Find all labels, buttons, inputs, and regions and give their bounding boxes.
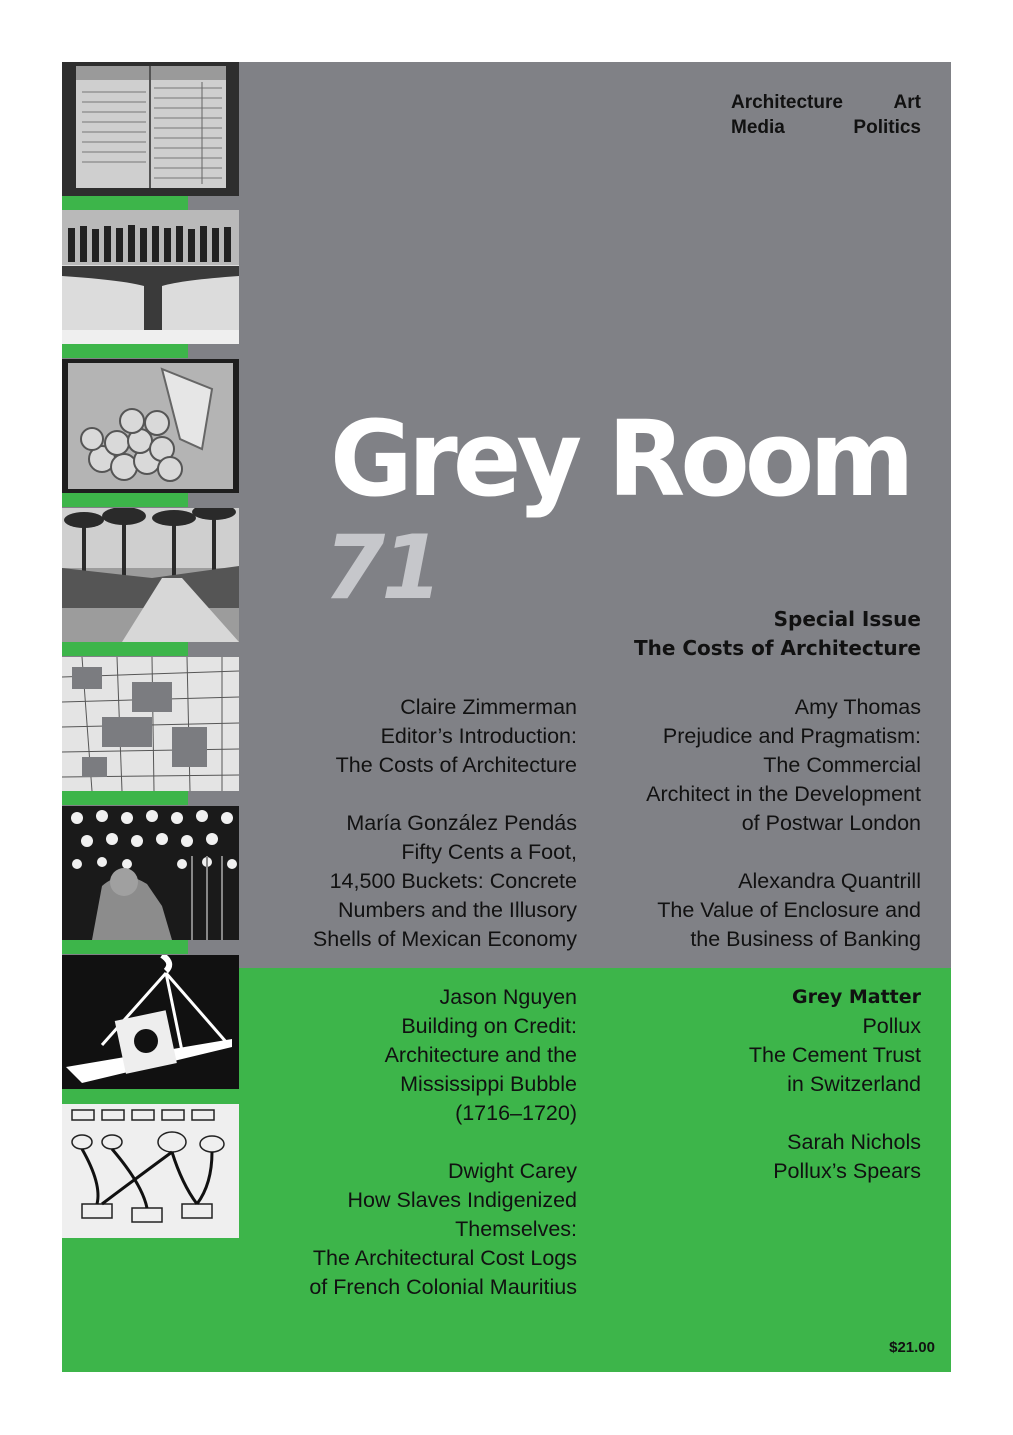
green-bar (62, 642, 188, 656)
magazine-title: Grey Room (330, 398, 910, 520)
article-author: Sarah Nichols (787, 1130, 921, 1154)
article-title-line: 14,500 Buckets: Concrete (329, 869, 577, 893)
article-author: Pollux (862, 1014, 921, 1038)
article-author: Dwight Carey (447, 1159, 577, 1183)
workers-on-slab-photo (62, 210, 239, 344)
article-author: María González Pendás (346, 811, 577, 835)
article-title-line: Prejudice and Pragmatism: (662, 724, 921, 748)
article-author: Amy Thomas (794, 695, 921, 719)
special-issue-theme: The Costs of Architecture (633, 636, 921, 660)
sections-row (731, 115, 921, 140)
article-author: Jason Nguyen (439, 985, 577, 1009)
issue-number: 71 (324, 516, 439, 619)
article-author: Claire Zimmerman (400, 695, 577, 719)
article-entry (309, 693, 577, 780)
article-title-line: Pollux’s Spears (773, 1159, 921, 1183)
article-title-line: of Postwar London (741, 811, 921, 835)
article-title-line: the Business of Banking (690, 927, 921, 951)
article-title-line: of French Colonial Mauritius (309, 1275, 577, 1299)
image-strip (62, 62, 239, 1237)
article-entry (309, 809, 577, 954)
sections-row (731, 90, 921, 115)
article-title-line: (1716–1720) (455, 1101, 577, 1125)
price-label: $21.00 (889, 1339, 935, 1356)
lamp-factory-photo (62, 806, 239, 940)
city-map-photo (62, 657, 239, 791)
section-label: Media (731, 117, 785, 138)
article-author: Alexandra Quantrill (738, 869, 921, 893)
article-title-line: Shells of Mexican Economy (312, 927, 577, 951)
article-entry (646, 693, 921, 838)
green-bar (62, 344, 188, 358)
contents-left-column (309, 693, 577, 1331)
article-title-line: How Slaves Indigenized (347, 1188, 577, 1212)
special-issue-label: Special Issue (773, 607, 921, 631)
article-title-line: in Switzerland (787, 1072, 921, 1096)
grey-matter-entry (646, 983, 921, 1099)
green-bar (62, 493, 188, 507)
article-title-line: Architect in the Development (646, 782, 921, 806)
article-entry (309, 983, 577, 1128)
section-label: Art (893, 92, 921, 113)
ledger-notebook-photo (62, 62, 239, 196)
article-title-line: The Commercial (763, 753, 921, 777)
special-issue-heading (634, 605, 921, 663)
grey-matter-heading: Grey Matter (791, 986, 921, 1008)
article-title-line: Building on Credit: (401, 1014, 577, 1038)
article-title-line: Architecture and the (384, 1043, 577, 1067)
article-title-line: Numbers and the Illusory (338, 898, 577, 922)
section-label: Architecture (731, 92, 843, 113)
article-entry (646, 867, 921, 954)
article-title-line: Fifty Cents a Foot, (401, 840, 577, 864)
article-title-line: Themselves: (455, 1217, 577, 1241)
green-bar (62, 940, 188, 954)
contents-right-column (646, 693, 921, 1215)
grey-matter-entry (646, 1128, 921, 1186)
article-title-line: Mississippi Bubble (400, 1072, 577, 1096)
green-bar (62, 791, 188, 805)
sections-list (731, 90, 921, 140)
green-bar (62, 196, 188, 210)
article-title-line: The Cement Trust (748, 1043, 921, 1067)
article-title-line: The Costs of Architecture (335, 753, 577, 777)
coins-sculpture-photo (62, 359, 239, 493)
palm-street-photo (62, 508, 239, 642)
article-title-line: The Architectural Cost Logs (312, 1246, 577, 1270)
section-label: Politics (853, 117, 921, 138)
magazine-cover (62, 62, 951, 1372)
scale-cement-bag-illustration (62, 955, 239, 1089)
flow-diagram-photo (62, 1104, 239, 1238)
article-title-line: The Value of Enclosure and (657, 898, 921, 922)
article-title-line: Editor’s Introduction: (380, 724, 577, 748)
article-entry (309, 1157, 577, 1302)
